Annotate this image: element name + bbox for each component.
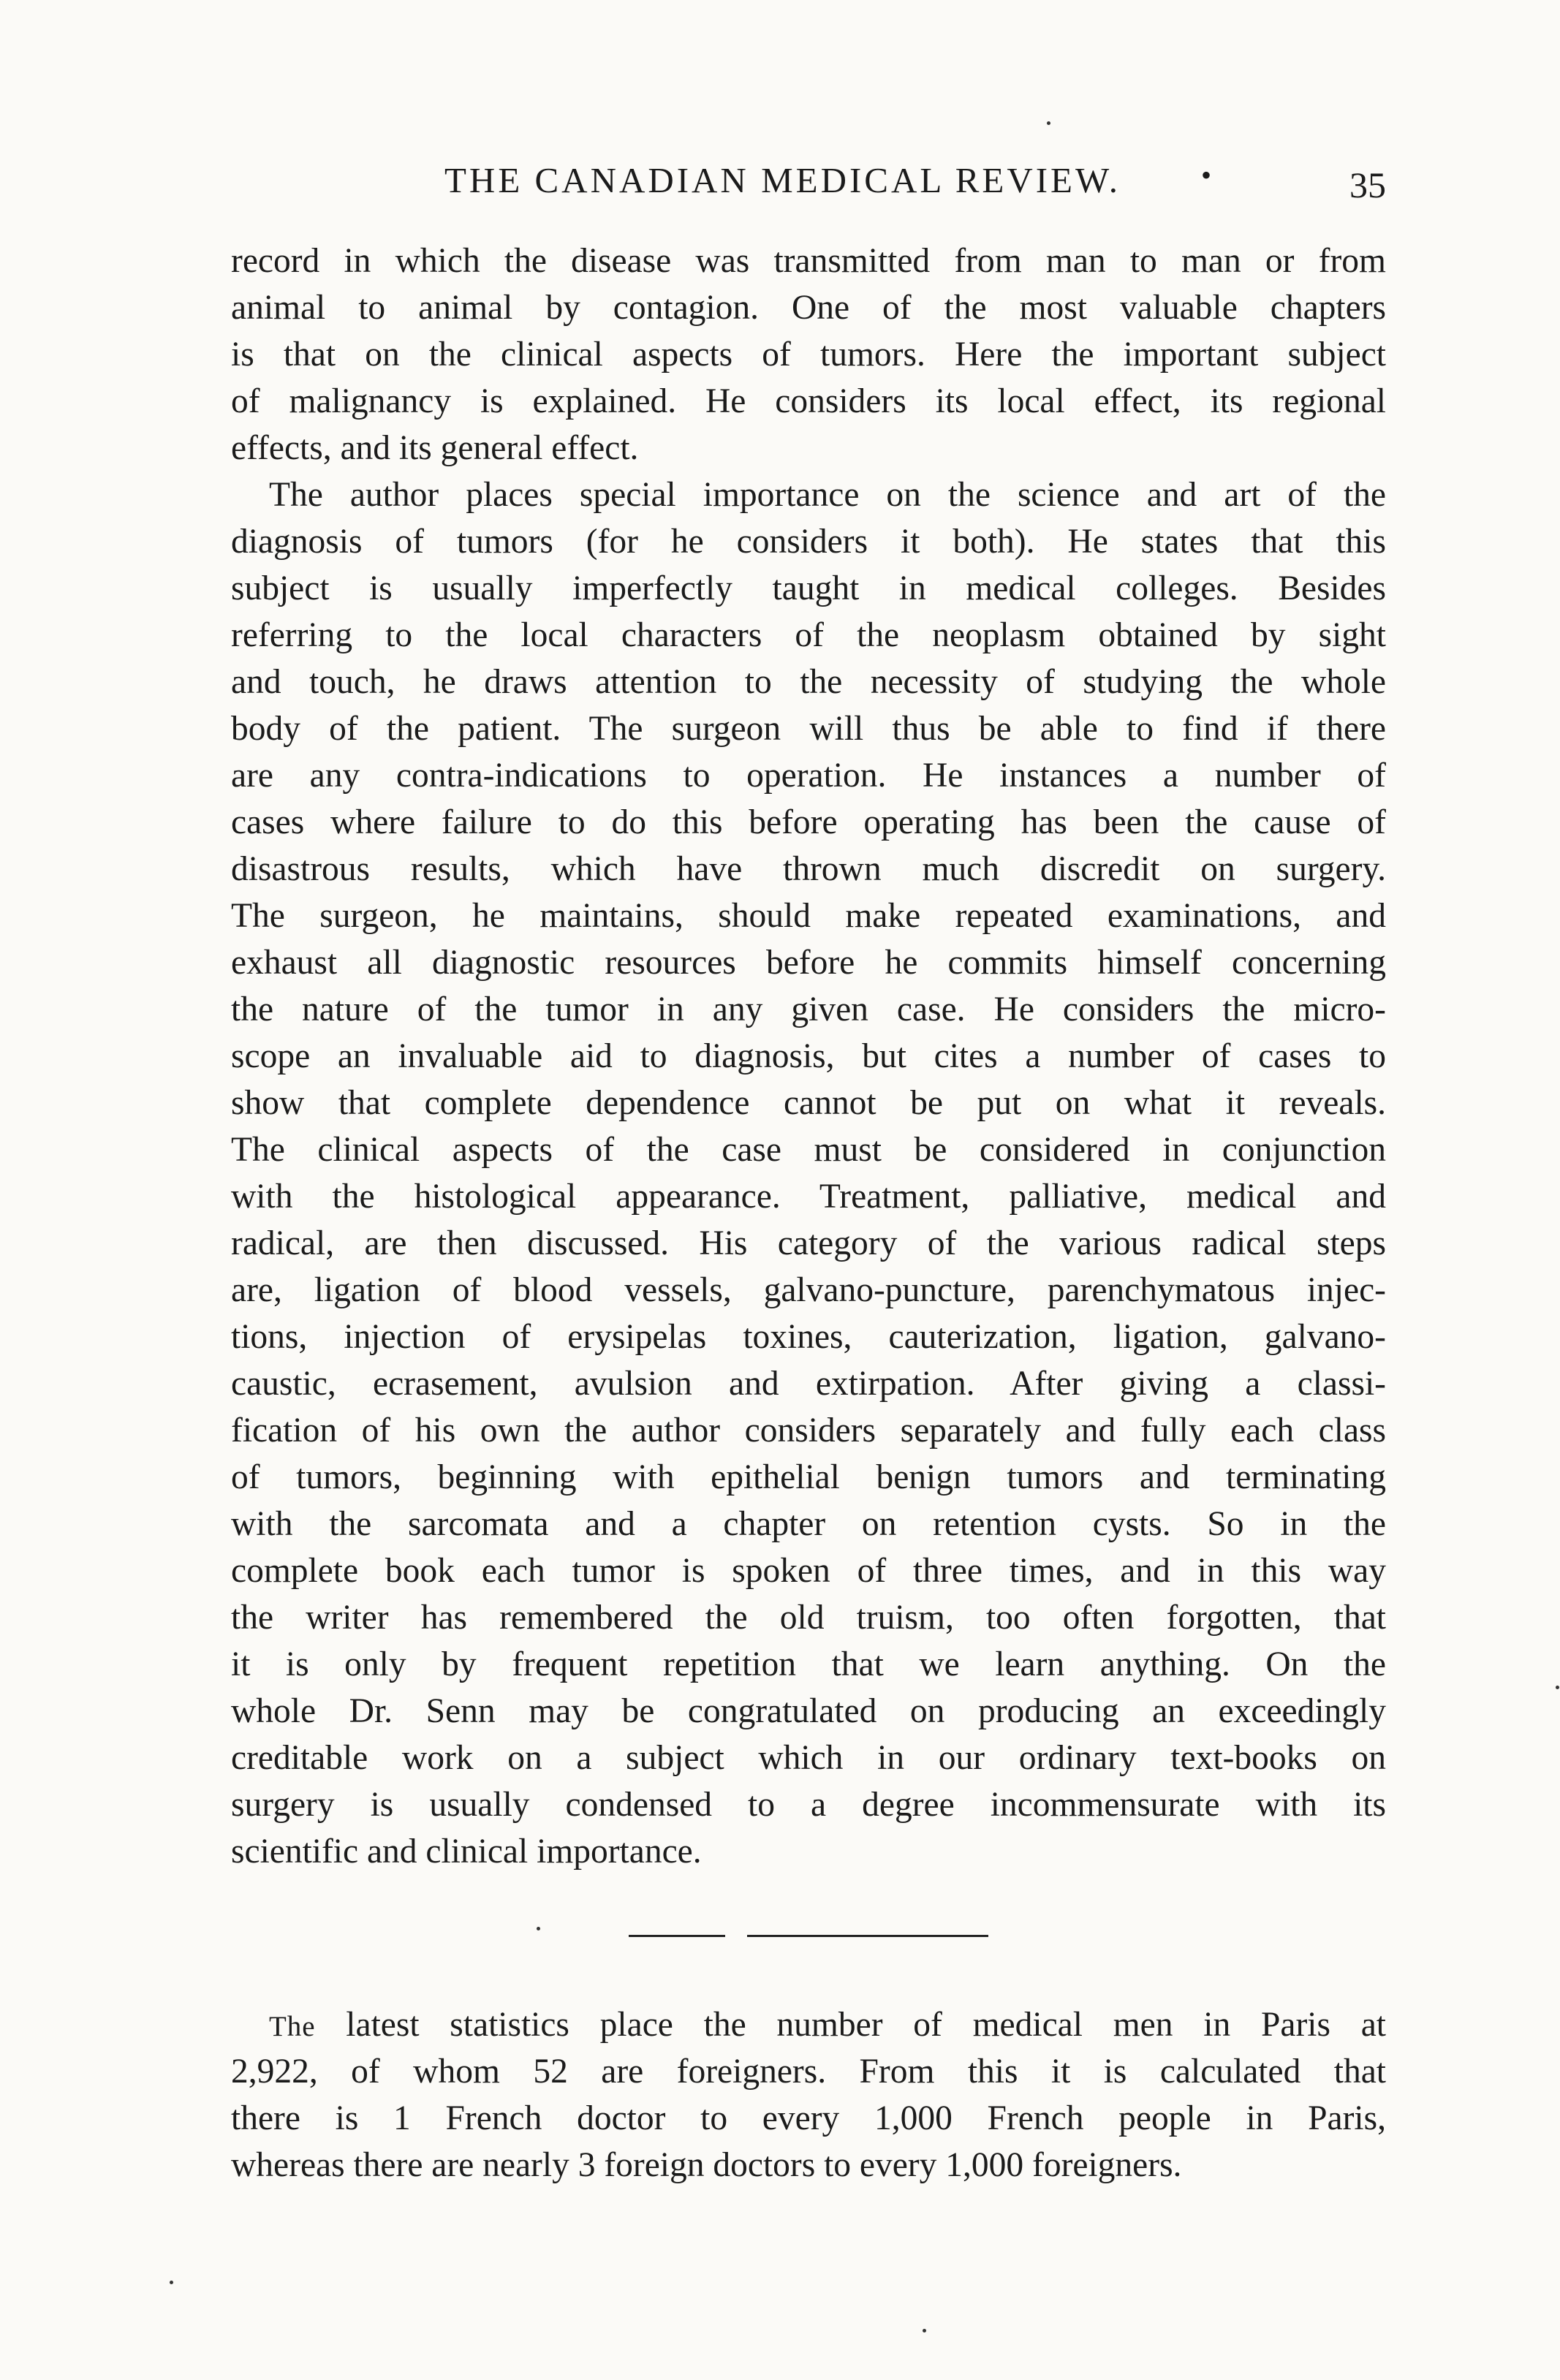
print-speck (1047, 121, 1050, 125)
print-speck (923, 2329, 926, 2332)
text-line: referring to the local characters of the neoplasm obtained by sight (231, 616, 1386, 654)
page-number: 35 (1349, 164, 1386, 205)
print-speck (1556, 1686, 1559, 1689)
text-line: with the sarcomata and a chapter on retention cysts. So in the (231, 1505, 1386, 1543)
text-line: tions, injection of erysipelas toxines, cauterization, ligation, galvano- (231, 1318, 1386, 1356)
text-line: exhaust all diagnostic resources before he commits himself concerning (231, 944, 1386, 982)
text-line: whole Dr. Senn may be congratulated on producing an exceedingly (231, 1692, 1386, 1730)
text-line: of tumors, beginning with epithelial benign tumors and terminating (231, 1458, 1386, 1496)
text-line: disastrous results, which have thrown much discredit on surgery. (231, 850, 1386, 888)
divider-rule-right (747, 1935, 988, 1937)
print-speck (537, 1927, 540, 1930)
text-line: scientific and clinical importance. (231, 1833, 702, 1871)
text-line: and touch, he draws attention to the necessity of studying the whole (231, 663, 1386, 701)
notice-line (231, 2001, 1386, 2048)
text-line: diagnosis of tumors (for he considers it both). He states that this (231, 523, 1386, 561)
notice-line: whereas there are nearly 3 foreign doctors to every 1,000 foreigners. (231, 2146, 1182, 2184)
text-line: creditable work on a subject which in our ordinary text-books on (231, 1739, 1386, 1777)
text-line: the nature of the tumor in any given case. He considers the micro- (231, 990, 1386, 1028)
text-line: with the histological appearance. Treatment, palliative, medical and (231, 1178, 1386, 1216)
text-line: animal to animal by contagion. One of the most valuable chapters (231, 289, 1386, 327)
text-line: body of the patient. The surgeon will thus be able to find if there (231, 710, 1386, 748)
text-line: it is only by frequent repetition that we learn anything. On the (231, 1645, 1386, 1683)
header-bullet-mark: • (1201, 159, 1212, 192)
text-line: caustic, ecrasement, avulsion and extirpation. After giving a classi- (231, 1365, 1386, 1403)
paris-statistics-notice (231, 2001, 1386, 2188)
notice-line: there is 1 French doctor to every 1,000 French people in Paris, (231, 2099, 1386, 2137)
text-line: subject is usually imperfectly taught in medical colleges. Besides (231, 569, 1386, 607)
running-header (231, 159, 1386, 211)
text-line: radical, are then discussed. His category of the various radical steps (231, 1224, 1386, 1262)
notice-line: 2,922, of whom 52 are foreigners. From this it is calculated that (231, 2053, 1386, 2091)
review-paragraph-2 (231, 471, 1386, 1875)
text-line: complete book each tumor is spoken of three times, and in this way (231, 1552, 1386, 1590)
text-line: The surgeon, he maintains, should make repeated examinations, and (231, 897, 1386, 935)
text-line: fication of his own the author considers separately and fully each class (231, 1411, 1386, 1449)
text-line: the writer has remembered the old truism, too often forgotten, that (231, 1599, 1386, 1637)
book-review-text (231, 238, 1386, 1875)
text-line: scope an invaluable aid to diagnosis, but cites a number of cases to (231, 1037, 1386, 1075)
text-line: The author places special importance on the science and art of the (269, 476, 1386, 514)
notice-line-1-text: latest statistics place the number of medical men in Paris at (315, 2006, 1386, 2044)
notice-lead-word: The (269, 2011, 316, 2042)
text-line: cases where failure to do this before operating has been the cause of (231, 803, 1386, 841)
text-line: is that on the clinical aspects of tumors. Here the important subject (231, 336, 1386, 374)
review-paragraph-1 (231, 238, 1386, 471)
text-line: are any contra-indications to operation. He instances a number of (231, 757, 1386, 795)
section-divider (629, 1935, 988, 1937)
running-title: THE CANADIAN MEDICAL REVIEW. (444, 160, 1121, 200)
text-line: effects, and its general effect. (231, 429, 639, 467)
print-speck (170, 2281, 173, 2284)
text-line: surgery is usually condensed to a degree incommensurate with its (231, 1786, 1386, 1824)
text-line: record in which the disease was transmitted from man to man or from (231, 242, 1386, 280)
text-line: of malignancy is explained. He considers its local effect, its regional (231, 382, 1386, 420)
text-line: are, ligation of blood vessels, galvano-puncture, parenchymatous injec- (231, 1271, 1386, 1309)
divider-rule-left (629, 1935, 725, 1937)
text-line: show that complete dependence cannot be put on what it reveals. (231, 1084, 1386, 1122)
text-line: The clinical aspects of the case must be considered in conjunction (231, 1131, 1386, 1169)
